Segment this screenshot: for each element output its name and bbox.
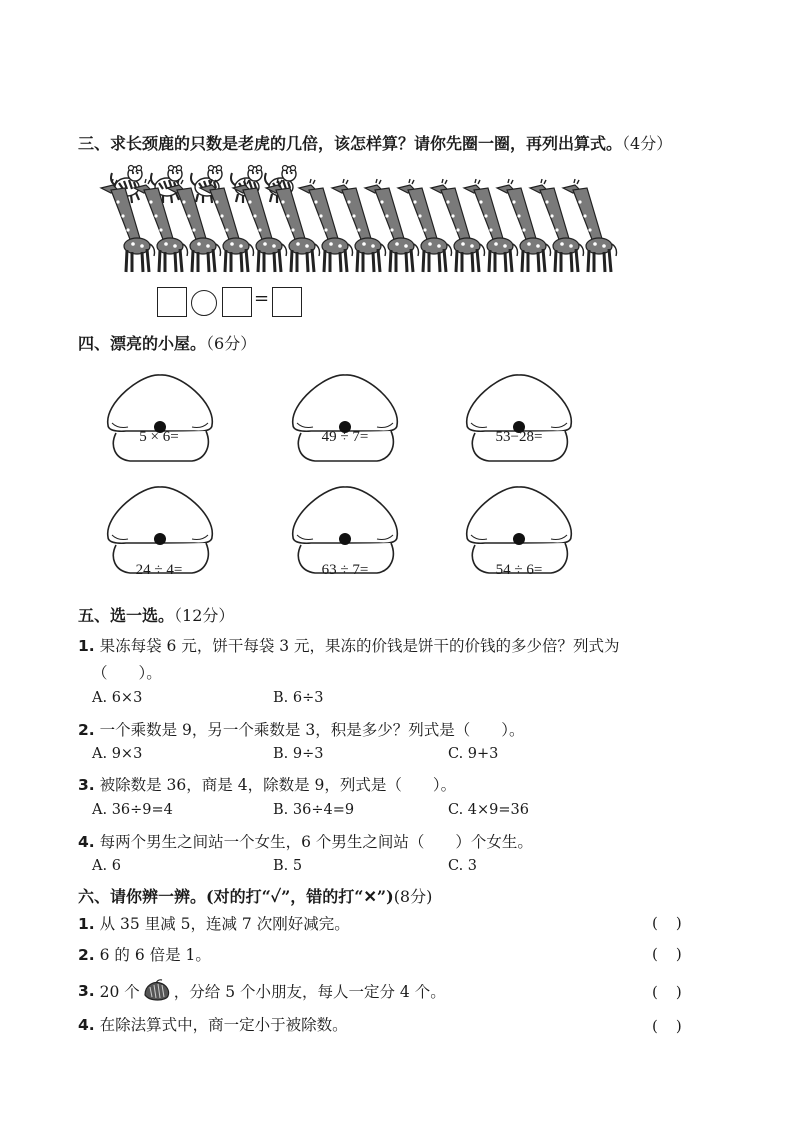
option-b[interactable]: B. 36÷4=9 xyxy=(273,802,355,818)
animals-illustration xyxy=(95,160,695,285)
section5-title: 五、选一选。 xyxy=(78,606,175,625)
question-text: 被除数是 36，商是 4，除数是 9，列式是（ ）。 xyxy=(99,776,457,794)
peach-icon xyxy=(142,979,172,1003)
tiger-row xyxy=(111,166,296,204)
choice-question-2 xyxy=(78,718,524,740)
house-2 xyxy=(293,375,398,461)
judge-question-4 xyxy=(78,1013,348,1035)
option-b[interactable]: B. 5 xyxy=(273,858,303,874)
judge-question-3 xyxy=(78,979,446,1003)
option-c[interactable]: C. 4×9=36 xyxy=(448,802,529,818)
question-text: 在除法算式中，商一定小于被除数。 xyxy=(99,1016,348,1034)
answer-box-2[interactable] xyxy=(222,287,252,317)
houses-illustration xyxy=(0,355,800,595)
question-text: ，分给 5 个小朋友，每人一定分 4 个。 xyxy=(173,983,446,1001)
choice-question-4 xyxy=(78,830,533,852)
question-text: 果冻每袋 6 元，饼干每袋 3 元，果冻的价钱是饼干的价钱的多少倍？列式为 xyxy=(99,637,620,655)
question-number: 3. xyxy=(78,982,95,1000)
choice-question-1-blank[interactable]: （ ）。 xyxy=(92,664,162,682)
answer-paren[interactable]: () xyxy=(652,914,700,932)
question-number: 4. xyxy=(78,833,95,851)
section3-points: （4分） xyxy=(622,134,673,153)
question-text: 从 35 里减 5，连减 7 次刚好减完。 xyxy=(99,915,350,933)
option-a[interactable]: A. 6 xyxy=(92,858,121,874)
house-expression: 53−28= xyxy=(495,429,543,445)
house-expression: 24 ÷ 4= xyxy=(135,562,183,578)
house-6 xyxy=(467,487,572,573)
question-text: 6 的 6 倍是 1。 xyxy=(99,946,211,964)
judge-question-2 xyxy=(78,943,211,965)
equals-sign: = xyxy=(254,288,270,309)
section4-points: （6分） xyxy=(206,334,257,353)
house-3 xyxy=(467,375,572,461)
choice-question-1 xyxy=(78,634,620,656)
section6-heading xyxy=(78,884,432,907)
answer-paren[interactable]: () xyxy=(652,945,700,963)
answer-box-1[interactable] xyxy=(157,287,187,317)
option-c[interactable]: C. 9+3 xyxy=(448,746,499,762)
option-a[interactable]: A. 36÷9=4 xyxy=(92,802,173,818)
house-5 xyxy=(293,487,398,573)
section3-heading xyxy=(78,131,672,154)
house-expression: 54 ÷ 6= xyxy=(495,562,543,578)
house-expression: 5 × 6= xyxy=(139,429,179,445)
section4-heading xyxy=(78,331,256,354)
house-expression: 49 ÷ 7= xyxy=(321,429,369,445)
question-number: 3. xyxy=(78,776,95,794)
question-text: 20 个 xyxy=(99,983,140,1001)
house-1 xyxy=(108,375,213,461)
option-b[interactable]: B. 6÷3 xyxy=(273,690,324,706)
answer-paren[interactable]: () xyxy=(652,1017,700,1035)
section5-points: （12分） xyxy=(174,606,235,625)
section6-title: 六、请你辨一辨。(对的打“✓”，错的打“✕”) xyxy=(78,887,394,906)
question-number: 1. xyxy=(78,637,95,655)
choice-question-3 xyxy=(78,773,456,795)
house-4 xyxy=(108,487,213,573)
question-number: 2. xyxy=(78,946,95,964)
section5-heading xyxy=(78,603,234,626)
option-a[interactable]: A. 9×3 xyxy=(92,746,143,762)
section3-title: 三、求长颈鹿的只数是老虎的几倍，该怎样算？请你先圈一圈，再列出算式。 xyxy=(78,134,623,153)
question-text: 一个乘数是 9，另一个乘数是 3，积是多少？列式是（ ）。 xyxy=(99,721,525,739)
question-number: 2. xyxy=(78,721,95,739)
judge-question-1 xyxy=(78,912,350,934)
question-number: 1. xyxy=(78,915,95,933)
option-c[interactable]: C. 3 xyxy=(448,858,478,874)
answer-paren[interactable]: () xyxy=(652,983,700,1001)
section4-title: 四、漂亮的小屋。 xyxy=(78,334,207,353)
question-number: 4. xyxy=(78,1016,95,1034)
option-a[interactable]: A. 6×3 xyxy=(92,690,143,706)
house-expression: 63 ÷ 7= xyxy=(321,562,369,578)
section6-points: (8分) xyxy=(393,887,433,906)
operator-circle[interactable] xyxy=(191,290,217,316)
answer-box-3[interactable] xyxy=(272,287,302,317)
option-b[interactable]: B. 9÷3 xyxy=(273,746,324,762)
giraffe-row xyxy=(101,179,617,272)
question-text: 每两个男生之间站一个女生，6 个男生之间站（ ）个女生。 xyxy=(99,833,533,851)
